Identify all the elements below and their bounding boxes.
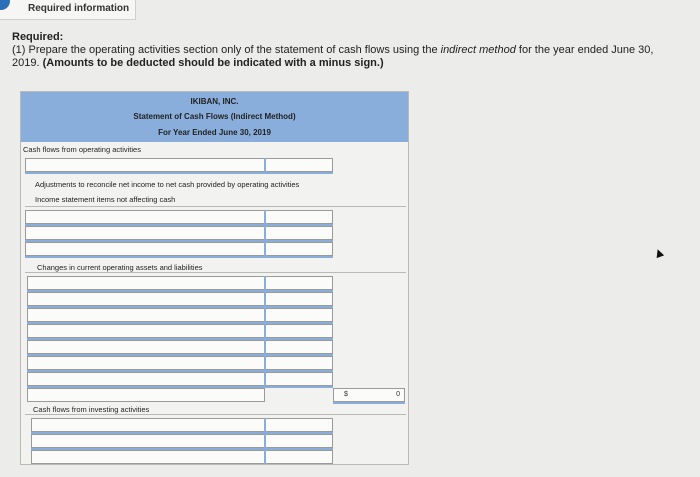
- noncash-item-2-label-input[interactable]: [25, 226, 265, 240]
- investing-activities-label: Cash flows from investing activities: [33, 405, 150, 414]
- tab-label: Required information: [28, 3, 130, 14]
- investing-item-1-label-input[interactable]: [31, 418, 265, 432]
- statement-header: [21, 92, 408, 142]
- statement-title: Statement of Cash Flows (Indirect Method): [133, 112, 296, 121]
- adjustments-label: Adjustments to reconcile net income to net cash provided by operating activities: [35, 180, 300, 189]
- change-item-3-label-input[interactable]: [27, 308, 265, 322]
- instruction-line2-prefix: 2019.: [12, 57, 43, 69]
- instruction-emphasis: indirect method: [440, 44, 516, 56]
- statement-period: For Year Ended June 30, 2019: [158, 128, 271, 137]
- change-item-3-amount-input[interactable]: [265, 308, 333, 322]
- required-information-tab[interactable]: [0, 0, 136, 20]
- change-item-2-label-input[interactable]: [27, 292, 265, 306]
- company-name: IKIBAN, INC.: [190, 97, 239, 106]
- change-item-5-amount-input[interactable]: [265, 340, 333, 354]
- change-item-7-label-input[interactable]: [27, 372, 265, 386]
- net-operating-cash-label-input[interactable]: [27, 388, 265, 402]
- instruction-line1-suffix: for the year ended June 30,: [515, 44, 654, 56]
- total-currency: $: [344, 391, 348, 398]
- investing-item-1-amount-input[interactable]: [265, 418, 333, 432]
- change-item-6-label-input[interactable]: [27, 356, 265, 370]
- tab-indicator-icon: [0, 0, 10, 10]
- change-item-2-amount-input[interactable]: [265, 292, 333, 306]
- net-income-amount-input[interactable]: [265, 158, 333, 172]
- net-operating-cash-total: [333, 388, 405, 402]
- net-income-label-input[interactable]: [25, 158, 265, 172]
- investing-item-3-label-input[interactable]: [31, 450, 265, 464]
- noncash-item-3-label-input[interactable]: [25, 242, 265, 256]
- change-item-4-amount-input[interactable]: [265, 324, 333, 338]
- cash-flow-statement-worksheet: [20, 91, 409, 465]
- instruction-note: (Amounts to be deducted should be indicated with a minus sign.): [42, 57, 384, 69]
- noncash-item-1-amount-input[interactable]: [265, 210, 333, 224]
- required-instructions: [12, 31, 682, 70]
- investing-item-2-label-input[interactable]: [31, 434, 265, 448]
- changes-label: Changes in current operating assets and liabilities: [37, 263, 203, 272]
- operating-activities-label: Cash flows from operating activities: [23, 145, 141, 154]
- noncash-item-3-amount-input[interactable]: [265, 242, 333, 256]
- investing-item-3-amount-input[interactable]: [265, 450, 333, 464]
- noncash-item-1-label-input[interactable]: [25, 210, 265, 224]
- noncash-items-label: Income statement items not affecting cash: [35, 195, 176, 204]
- change-item-1-label-input[interactable]: [27, 276, 265, 290]
- change-item-7-amount-input[interactable]: [265, 372, 333, 386]
- change-item-5-label-input[interactable]: [27, 340, 265, 354]
- change-item-1-amount-input[interactable]: [265, 276, 333, 290]
- change-item-4-label-input[interactable]: [27, 324, 265, 338]
- mouse-cursor-icon: [654, 248, 664, 258]
- required-heading: Required:: [12, 31, 64, 43]
- total-value: 0: [396, 391, 400, 398]
- change-item-6-amount-input[interactable]: [265, 356, 333, 370]
- investing-item-2-amount-input[interactable]: [265, 434, 333, 448]
- noncash-item-2-amount-input[interactable]: [265, 226, 333, 240]
- instruction-line1-prefix: (1) Prepare the operating activities section only of the statement of cash flows using the: [12, 44, 441, 56]
